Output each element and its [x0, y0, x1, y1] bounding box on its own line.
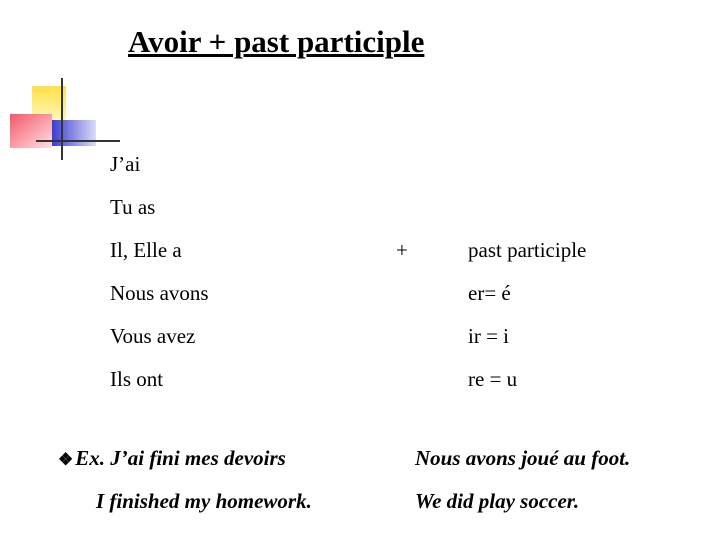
pronoun-je: J’ai: [110, 152, 141, 176]
example-english-left: I finished my homework.: [96, 489, 312, 513]
red-square: [10, 114, 52, 148]
decorative-squares-logo: [0, 0, 120, 170]
pronoun-nous: Nous avons: [110, 281, 209, 305]
plus-sign: +: [396, 238, 408, 262]
example-french-right: Nous avons joué au foot.: [415, 446, 631, 470]
rule-re: re = u: [468, 367, 518, 391]
diamond-bullet-icon: ❖: [58, 450, 74, 469]
pronoun-vous: Vous avez: [110, 324, 196, 348]
rule-ir: ir = i: [468, 324, 510, 348]
blue-square: [52, 120, 96, 146]
example-french-left: [58, 446, 286, 471]
rule-er: er= é: [468, 281, 511, 305]
slide-title: Avoir + past participle: [128, 24, 425, 59]
pronoun-ils: Ils ont: [110, 367, 164, 391]
pronoun-il-elle: Il, Elle a: [110, 238, 182, 262]
example-french-left-text: Ex. J’ai fini mes devoirs: [75, 446, 286, 470]
example-english-right: We did play soccer.: [415, 489, 580, 513]
pronoun-tu: Tu as: [110, 195, 156, 219]
past-participle-label: past participle: [468, 238, 587, 262]
